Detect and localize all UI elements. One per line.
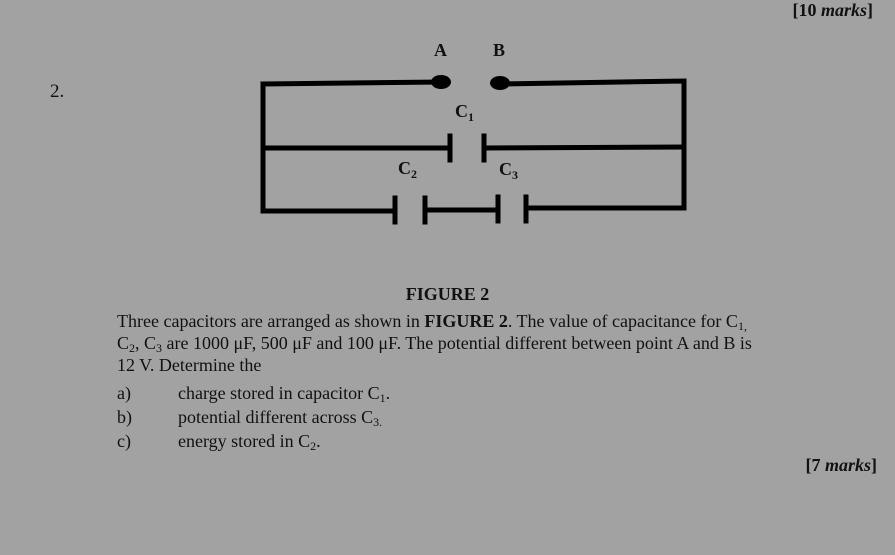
label-a: A: [434, 40, 447, 60]
label-c2: $C_2$: [398, 158, 417, 181]
body-line-2: $C_2$, $C_3$ are 1000 μF, 500 μF and 100 μF. The potential different between point A and B is: [117, 333, 752, 355]
question-number: 2.: [50, 81, 65, 102]
wire-middle-right: [484, 147, 684, 148]
question-marks: [7 marks]: [805, 455, 877, 475]
body-line-3: 12 V. Determine the: [117, 355, 262, 375]
terminal-a: [431, 75, 451, 89]
body-line-1: Three capacitors are arranged as shown in FIGURE 2. The value of capacitance for $C_{1,}$: [117, 311, 747, 333]
total-marks: [10 marks]: [792, 0, 873, 20]
question-body: [117, 310, 877, 376]
figure-caption: FIGURE 2: [405, 284, 490, 304]
label-b: B: [493, 40, 506, 60]
item-a: a) charge stored in capacitor $C_1$.: [117, 383, 391, 405]
label-c3: $C_3$: [499, 159, 518, 182]
item-c: c) energy stored in $C_2$.: [117, 431, 321, 453]
terminal-b: [490, 76, 510, 90]
item-b: b) potential different across $C_{3.}$: [117, 407, 383, 429]
wire-top-right: [500, 81, 684, 208]
label-c1: $C_1$: [455, 101, 474, 124]
